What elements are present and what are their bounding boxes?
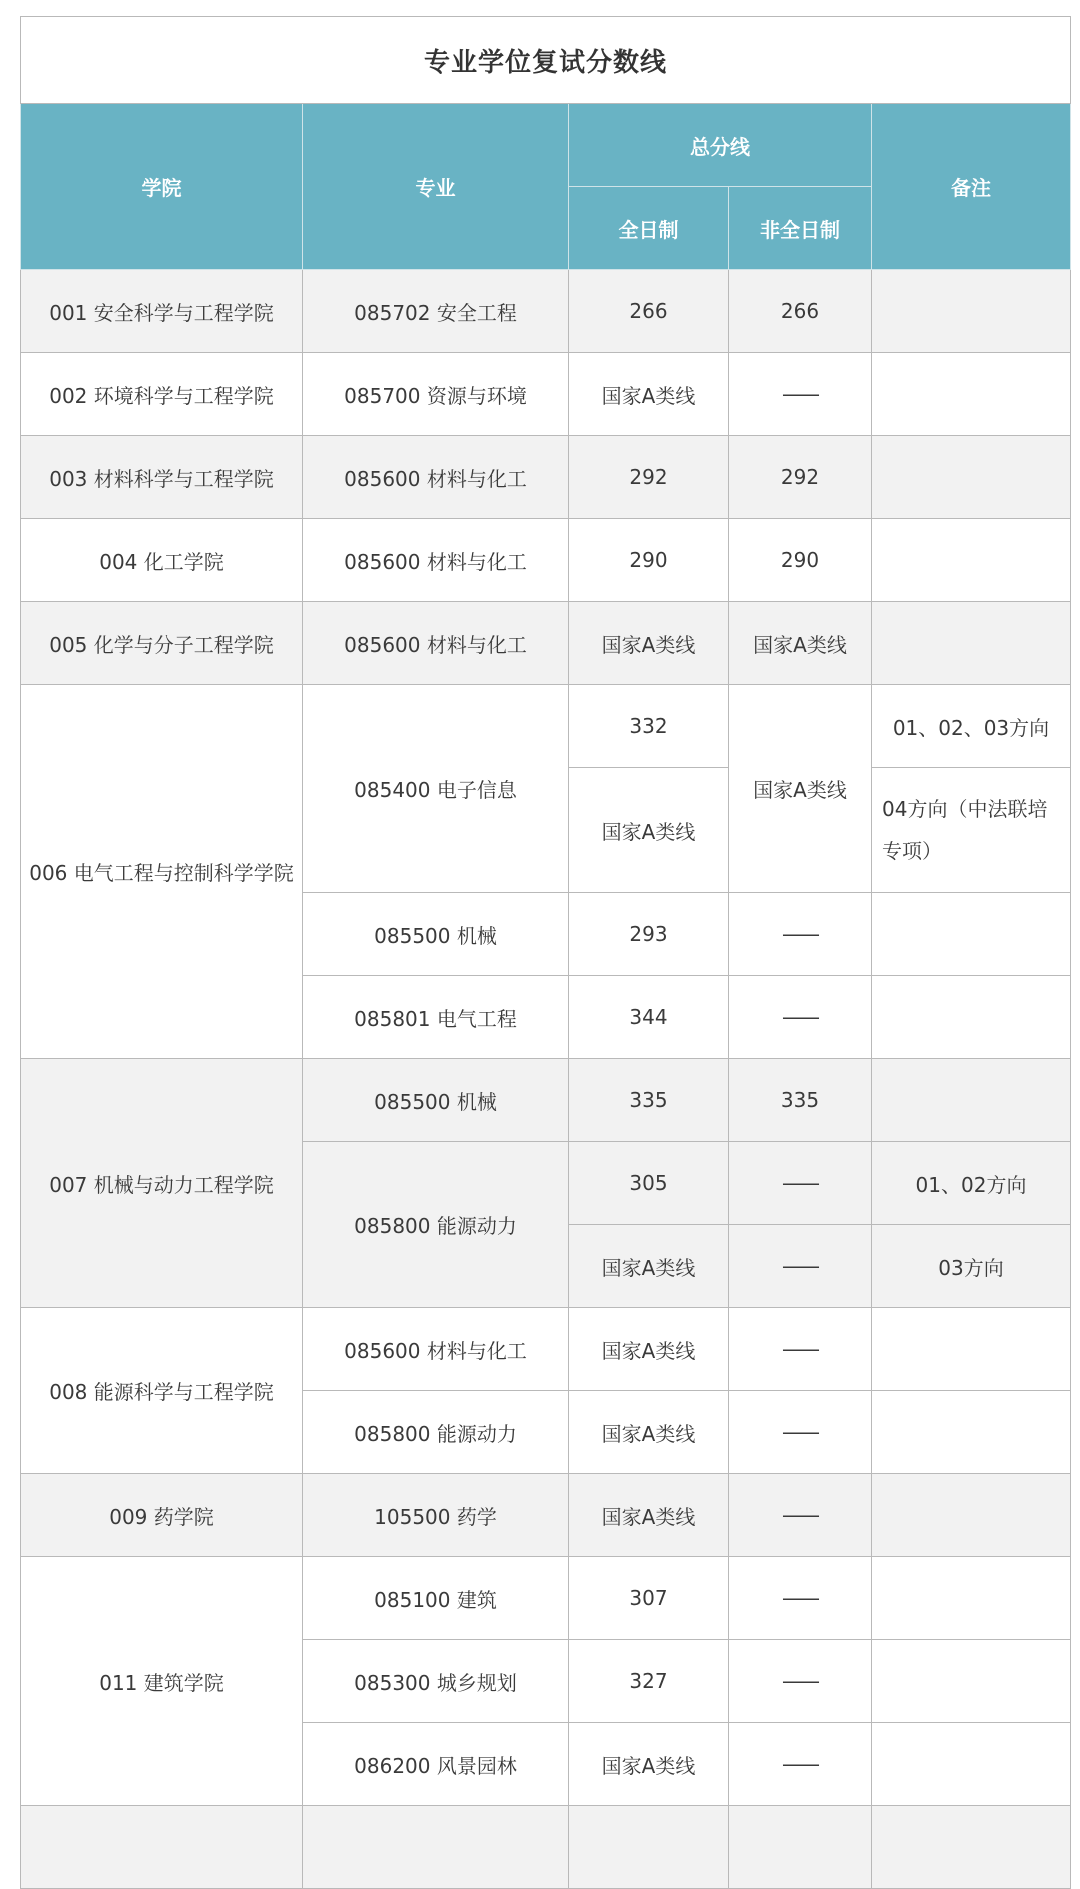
part-time-cell: ——	[729, 1557, 872, 1640]
remark-cell	[872, 893, 1071, 976]
remark-cell: 04方向（中法联培专项）	[872, 768, 1071, 893]
table-row	[21, 270, 1071, 353]
remark-cell	[872, 1308, 1071, 1391]
major-cell: 085600 材料与化工	[303, 519, 569, 602]
major-cell: 085400 电子信息	[303, 685, 569, 893]
remark-cell: 01、02、03方向	[872, 685, 1071, 768]
college-cell: 009 药学院	[21, 1474, 303, 1557]
remark-cell	[872, 1640, 1071, 1723]
remark-cell	[872, 602, 1071, 685]
full-time-cell: 国家A类线	[569, 1723, 729, 1806]
full-time-cell: 292	[569, 436, 729, 519]
full-time-cell: 国家A类线	[569, 1225, 729, 1308]
full-time-cell: 290	[569, 519, 729, 602]
table-row	[21, 1308, 1071, 1391]
college-cell: 002 环境科学与工程学院	[21, 353, 303, 436]
table-title: 专业学位复试分数线	[21, 17, 1071, 104]
full-time-cell: 332	[569, 685, 729, 768]
college-cell: 004 化工学院	[21, 519, 303, 602]
part-time-cell: 292	[729, 436, 872, 519]
table-row	[21, 602, 1071, 685]
college-cell: 008 能源科学与工程学院	[21, 1308, 303, 1474]
part-time-cell: ——	[729, 1308, 872, 1391]
remark-cell	[872, 976, 1071, 1059]
college-cell: 005 化学与分子工程学院	[21, 602, 303, 685]
table-row	[21, 1557, 1071, 1640]
header-row-1	[21, 104, 1071, 187]
remark-cell: 03方向	[872, 1225, 1071, 1308]
full-time-cell: 国家A类线	[569, 1391, 729, 1474]
remark-cell: 01、02方向	[872, 1142, 1071, 1225]
major-cell: 085600 材料与化工	[303, 436, 569, 519]
major-cell: 085801 电气工程	[303, 976, 569, 1059]
part-time-cell: ——	[729, 1225, 872, 1308]
full-time-cell: 327	[569, 1640, 729, 1723]
major-cell: 105500 药学	[303, 1474, 569, 1557]
part-time-cell: ——	[729, 353, 872, 436]
header-major: 专业	[303, 104, 569, 270]
major-cell: 085702 安全工程	[303, 270, 569, 353]
remark-cell	[872, 1391, 1071, 1474]
table-row	[21, 1806, 1071, 1889]
remark-cell	[872, 1806, 1071, 1889]
table-row	[21, 436, 1071, 519]
header-college: 学院	[21, 104, 303, 270]
major-cell: 085600 材料与化工	[303, 1308, 569, 1391]
header-part-time: 非全日制	[729, 187, 872, 270]
part-time-cell	[729, 1806, 872, 1889]
major-cell: 086200 风景园林	[303, 1723, 569, 1806]
part-time-cell: ——	[729, 1474, 872, 1557]
major-cell: 085500 机械	[303, 1059, 569, 1142]
part-time-cell: 290	[729, 519, 872, 602]
full-time-cell: 335	[569, 1059, 729, 1142]
full-time-cell: 305	[569, 1142, 729, 1225]
part-time-cell: ——	[729, 1391, 872, 1474]
major-cell: 085800 能源动力	[303, 1142, 569, 1308]
full-time-cell: 国家A类线	[569, 1474, 729, 1557]
full-time-cell: 266	[569, 270, 729, 353]
full-time-cell	[569, 1806, 729, 1889]
major-cell: 085700 资源与环境	[303, 353, 569, 436]
table-row	[21, 1474, 1071, 1557]
part-time-cell: ——	[729, 1142, 872, 1225]
full-time-cell: 国家A类线	[569, 602, 729, 685]
major-cell: 085800 能源动力	[303, 1391, 569, 1474]
full-time-cell: 国家A类线	[569, 768, 729, 893]
college-cell: 006 电气工程与控制科学学院	[21, 685, 303, 1059]
remark-cell	[872, 519, 1071, 602]
table-row	[21, 519, 1071, 602]
table-row	[21, 1059, 1071, 1142]
part-time-cell: ——	[729, 976, 872, 1059]
college-cell: 003 材料科学与工程学院	[21, 436, 303, 519]
header-remarks: 备注	[872, 104, 1071, 270]
remark-cell	[872, 436, 1071, 519]
remark-cell	[872, 353, 1071, 436]
remark-cell	[872, 1474, 1071, 1557]
college-cell	[21, 1806, 303, 1889]
score-table	[20, 16, 1071, 1889]
part-time-cell: ——	[729, 1640, 872, 1723]
table-row	[21, 685, 1071, 768]
remark-cell	[872, 1557, 1071, 1640]
remark-cell	[872, 1723, 1071, 1806]
remark-cell	[872, 270, 1071, 353]
score-table-container	[20, 16, 1070, 1876]
part-time-cell: ——	[729, 893, 872, 976]
table-row	[21, 353, 1071, 436]
full-time-cell: 国家A类线	[569, 1308, 729, 1391]
full-time-cell: 国家A类线	[569, 353, 729, 436]
remark-cell	[872, 1059, 1071, 1142]
college-cell: 007 机械与动力工程学院	[21, 1059, 303, 1308]
part-time-cell: 国家A类线	[729, 602, 872, 685]
part-time-cell: ——	[729, 1723, 872, 1806]
part-time-cell: 国家A类线	[729, 685, 872, 893]
part-time-cell: 266	[729, 270, 872, 353]
major-cell: 085300 城乡规划	[303, 1640, 569, 1723]
full-time-cell: 344	[569, 976, 729, 1059]
part-time-cell: 335	[729, 1059, 872, 1142]
college-cell: 001 安全科学与工程学院	[21, 270, 303, 353]
college-cell: 011 建筑学院	[21, 1557, 303, 1806]
header-total-line: 总分线	[569, 104, 872, 187]
title-row	[21, 17, 1071, 104]
major-cell: 085500 机械	[303, 893, 569, 976]
major-cell: 085100 建筑	[303, 1557, 569, 1640]
major-cell: 085600 材料与化工	[303, 602, 569, 685]
full-time-cell: 293	[569, 893, 729, 976]
full-time-cell: 307	[569, 1557, 729, 1640]
header-full-time: 全日制	[569, 187, 729, 270]
major-cell	[303, 1806, 569, 1889]
